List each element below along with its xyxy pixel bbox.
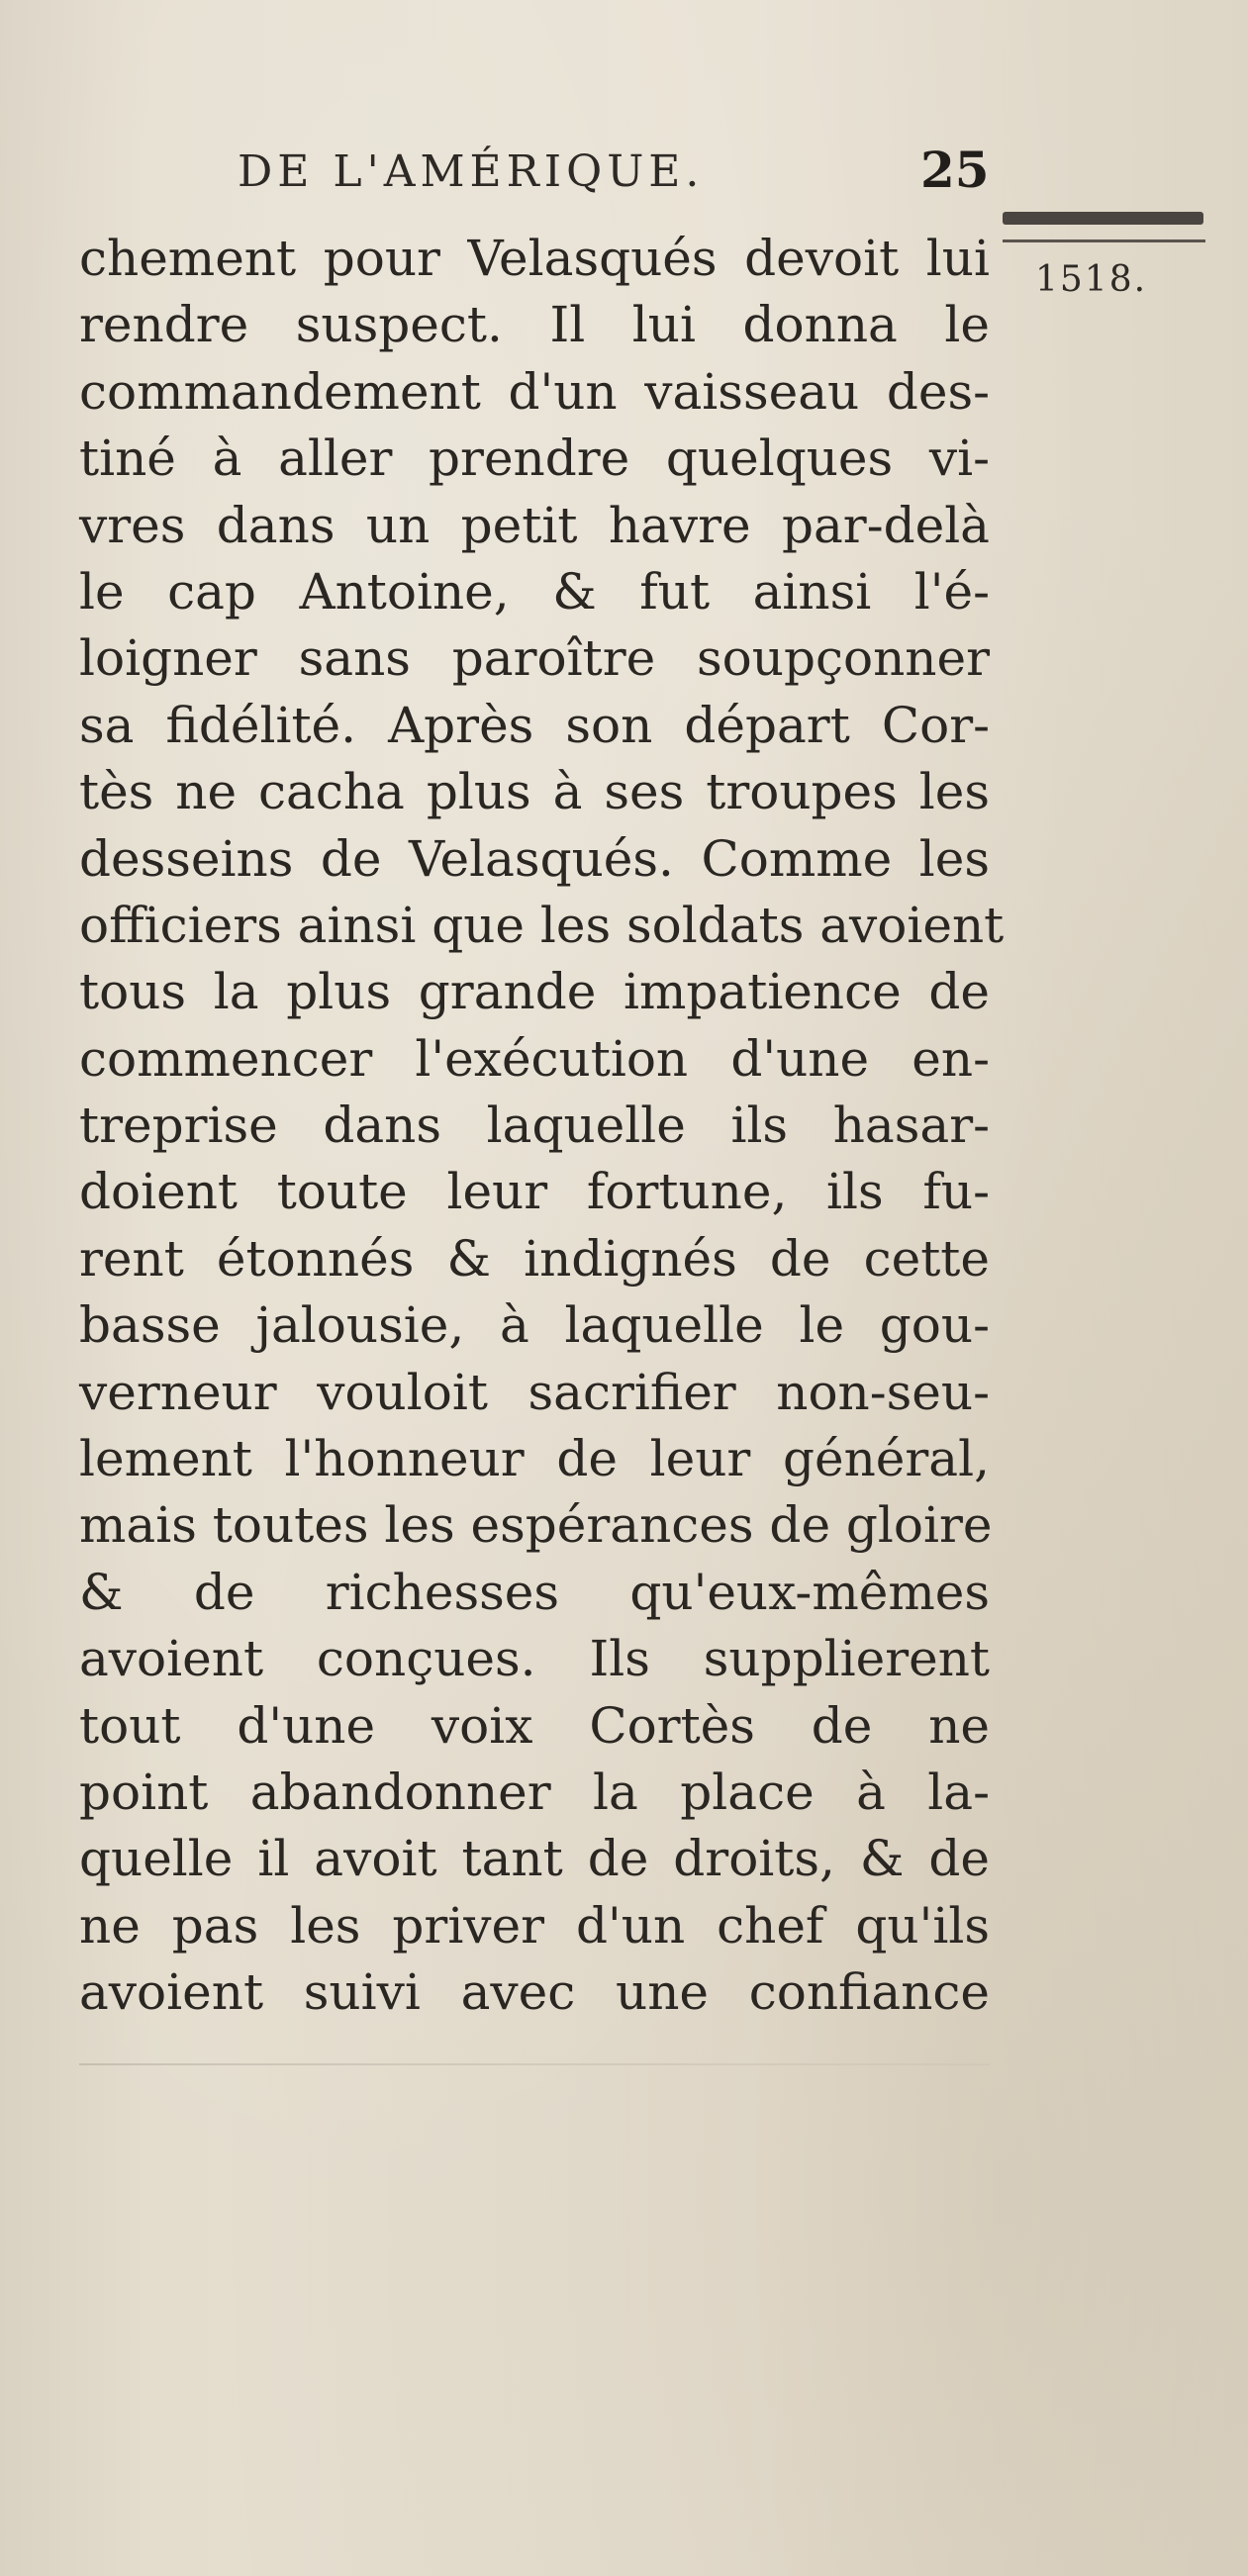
text-line: le cap Antoine, & fut ainsi l'é- xyxy=(79,562,990,620)
text-line: avoient suivi avec une confiance xyxy=(79,1963,990,2022)
text-line: desseins de Velasqués. Comme les xyxy=(79,829,990,888)
text-line: treprise dans laquelle ils hasar- xyxy=(79,1097,990,1155)
text-line: avoient conçues. Ils supplierent xyxy=(79,1630,990,1688)
text-line: tiné à aller prendre quelques vi- xyxy=(79,429,990,488)
text-line: vres dans un petit havre par-delà xyxy=(79,496,990,554)
text-line: rent étonnés & indignés de cette xyxy=(79,1229,990,1288)
text-line: basse jalousie, à laquelle le gou- xyxy=(79,1296,990,1355)
page-number: 25 xyxy=(920,141,990,199)
body-text xyxy=(79,226,1005,2027)
margin-year: 1518. xyxy=(1035,259,1148,300)
page-smudge xyxy=(79,2063,990,2065)
text-line: tès ne cacha plus à ses troupes les xyxy=(79,763,990,821)
text-line: sa fidélité. Après son départ Cor- xyxy=(79,696,990,754)
text-line: loigner sans paroître soupçonner xyxy=(79,629,990,688)
text-line: tout d'une voix Cortès de ne xyxy=(79,1696,990,1755)
text-line: & de richesses qu'eux-mêmes xyxy=(79,1563,990,1621)
text-line: lement l'honneur de leur général, xyxy=(79,1430,990,1488)
text-line: point abandonner la place à la- xyxy=(79,1763,990,1821)
text-line: rendre suspect. Il lui donna le xyxy=(79,296,990,354)
text-line: commencer l'exécution d'une en- xyxy=(79,1029,990,1088)
margin-rule xyxy=(1003,212,1203,225)
text-line: chement pour Velasqués devoit lui xyxy=(79,230,990,287)
text-line: verneur vouloit sacrifier non-seu- xyxy=(79,1363,990,1421)
text-line: doient toute leur fortune, ils fu- xyxy=(79,1163,990,1221)
text-line: quelle il avoit tant de droits, & de xyxy=(79,1830,990,1888)
margin-rule-thin xyxy=(1003,239,1205,242)
text-line: commandement d'un vaisseau des- xyxy=(79,362,990,421)
running-title: DE L'AMÉRIQUE. xyxy=(238,146,705,197)
text-line: ne pas les priver d'un chef qu'ils xyxy=(79,1896,990,1955)
text-line: officiers ainsi que les soldats avoient xyxy=(79,896,1005,954)
text-line: mais toutes les espérances de gloire xyxy=(79,1496,993,1555)
text-line: tous la plus grande impatience de xyxy=(79,963,990,1021)
